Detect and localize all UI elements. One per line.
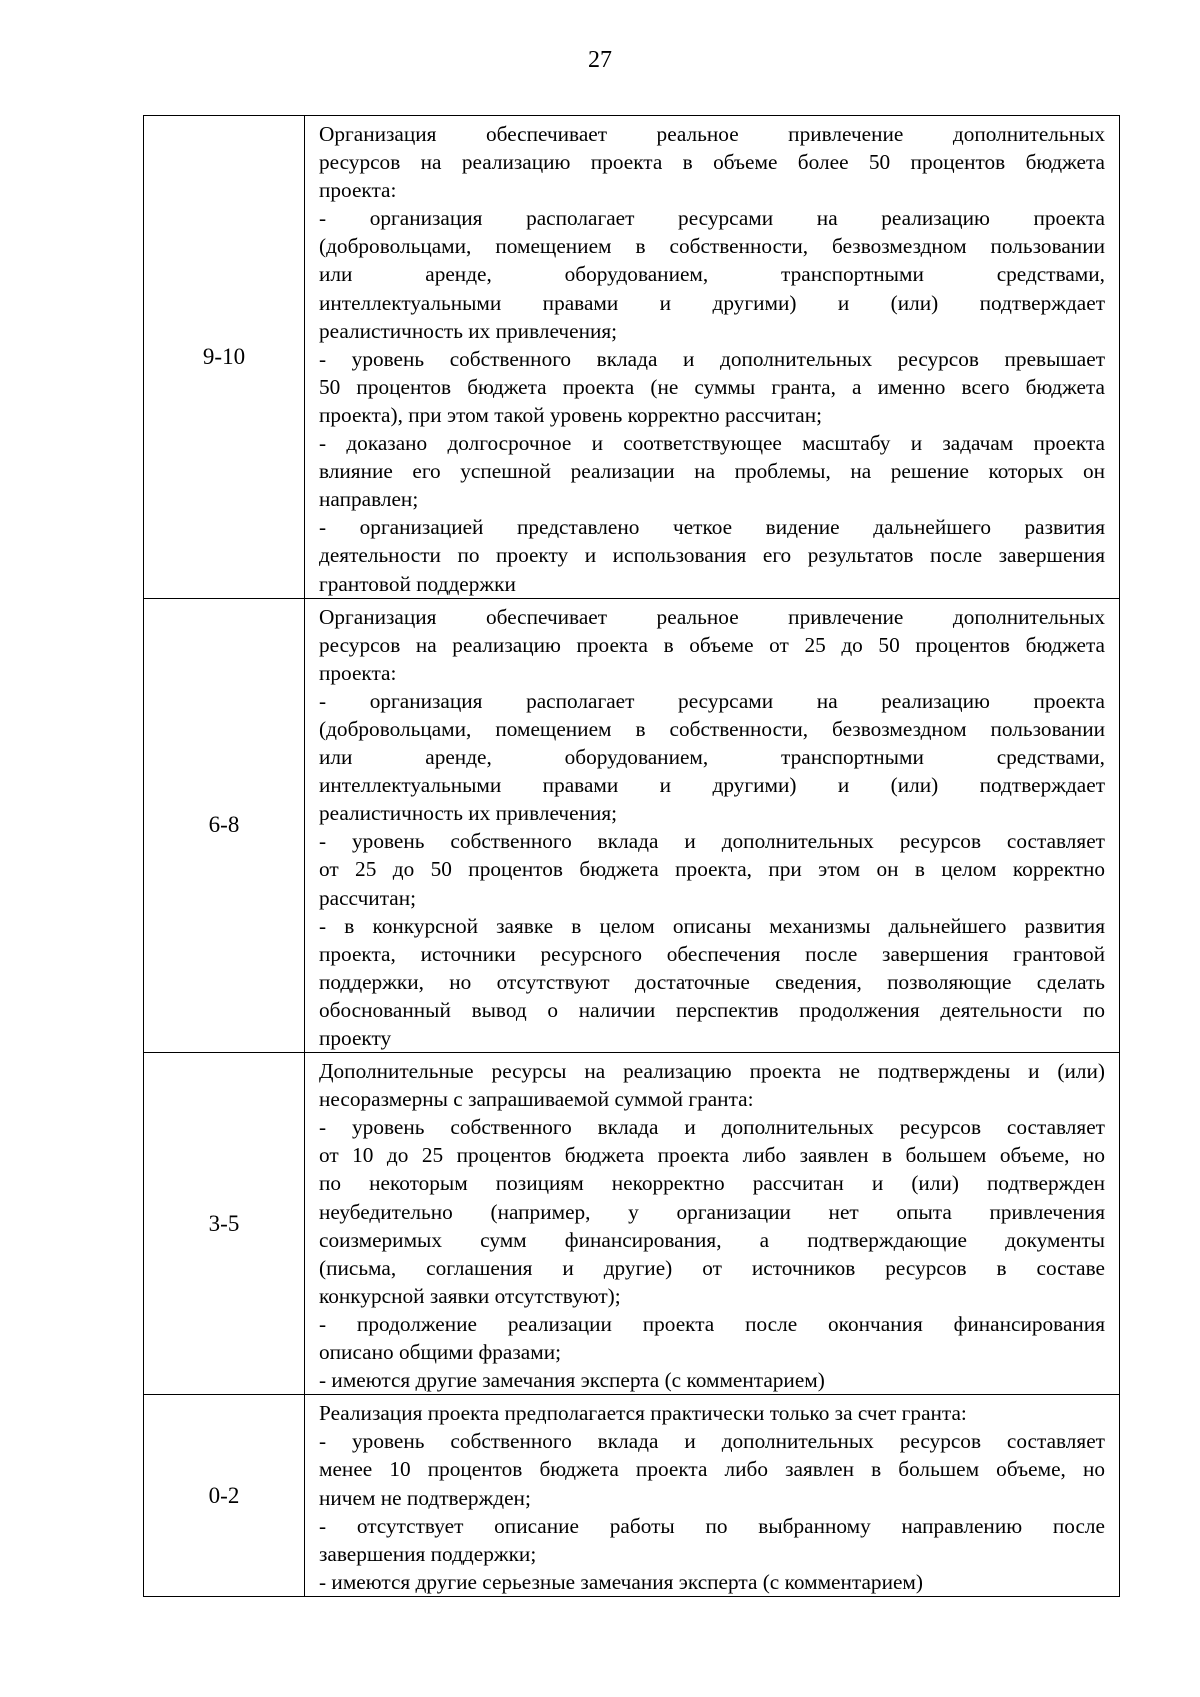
description-line: - организацией представлено четкое видение дальнейшего развития — [319, 515, 1105, 540]
description-line: соизмеримых сумм финансирования, а подтверждающие документы — [319, 1227, 1105, 1252]
description-line: или аренде, оборудованием, транспортными средствами, — [319, 745, 1105, 770]
description-line: Организация обеспечивает реальное привлечение дополнительных — [319, 122, 1105, 146]
description-line: - отсутствует описание работы по выбранному направлению после — [319, 1513, 1105, 1538]
description-line: по некоторым позициям некорректно рассчитан и (или) подтвержден — [319, 1171, 1105, 1196]
description-line: - уровень собственного вклада и дополнительных ресурсов составляет — [319, 829, 1105, 854]
description-line: реалистичность их привлечения; — [319, 801, 618, 826]
description-line: Реализация проекта предполагается практически только за счет гранта: — [319, 1401, 967, 1426]
criteria-table — [143, 115, 1120, 1597]
description-line: поддержки, но отсутствуют достаточные сведения, позволяющие сделать — [319, 969, 1105, 994]
score-cell: 6-8 — [144, 598, 305, 1053]
criteria-row — [144, 116, 1120, 599]
criteria-table-body — [144, 116, 1120, 1597]
description-line: Дополнительные ресурсы на реализацию проекта не подтверждены и (или) — [319, 1059, 1105, 1084]
description-cell — [305, 598, 1120, 1053]
description-line: или аренде, оборудованием, транспортными средствами, — [319, 262, 1105, 287]
description-line: - уровень собственного вклада и дополнительных ресурсов составляет — [319, 1115, 1105, 1140]
description-line: - доказано долгосрочное и соответствующее масштабу и задачам проекта — [319, 431, 1105, 456]
description-line: реалистичность их привлечения; — [319, 318, 618, 343]
description-cell — [305, 1053, 1120, 1395]
description-line: 50 процентов бюджета проекта (не суммы гранта, а именно всего бюджета — [319, 374, 1105, 399]
description-line: конкурсной заявки отсутствуют); — [319, 1283, 621, 1308]
criteria-row — [144, 1053, 1120, 1395]
description-line: влияние его успешной реализации на проблемы, на решение которых он — [319, 459, 1105, 484]
description-line: рассчитан; — [319, 885, 417, 910]
description-line: интеллектуальными правами и другими) и (или) подтверждает — [319, 290, 1105, 315]
description-line: проекта), при этом такой уровень корректно рассчитан; — [319, 402, 823, 427]
description-cell — [305, 1395, 1120, 1597]
description-line: проекту — [319, 1026, 392, 1050]
description-line: - в конкурсной заявке в целом описаны механизмы дальнейшего развития — [319, 913, 1105, 938]
description-line: проекта: — [319, 660, 397, 685]
description-line: менее 10 процентов бюджета проекта либо заявлен в большем объеме, но — [319, 1457, 1105, 1482]
description-line: - имеются другие серьезные замечания эксперта (с комментарием) — [319, 1569, 923, 1594]
description-line: - организация располагает ресурсами на реализацию проекта — [319, 688, 1105, 713]
description-line: несоразмерны с запрашиваемой суммой гранта: — [319, 1087, 754, 1112]
description-line: неубедительно (например, у организации нет опыта привлечения — [319, 1199, 1105, 1224]
description-line: (добровольцами, помещением в собственности, безвозмездном пользовании — [319, 234, 1105, 259]
description-line: деятельности по проекту и использования его результатов после завершения — [319, 543, 1105, 568]
criteria-row — [144, 1395, 1120, 1597]
description-line: - организация располагает ресурсами на реализацию проекта — [319, 206, 1105, 231]
description-line: от 25 до 50 процентов бюджета проекта, при этом он в целом корректно — [319, 857, 1105, 882]
description-line: (письма, соглашения и другие) от источников ресурсов в составе — [319, 1255, 1105, 1280]
description-line: интеллектуальными правами и другими) и (или) подтверждает — [319, 773, 1105, 798]
description-line: от 10 до 25 процентов бюджета проекта либо заявлен в большем объеме, но — [319, 1143, 1105, 1168]
description-cell — [305, 116, 1120, 599]
page-number: 27 — [588, 47, 612, 73]
description-line: описано общими фразами; — [319, 1340, 562, 1365]
description-line: ресурсов на реализацию проекта в объеме более 50 процентов бюджета — [319, 150, 1105, 175]
description-line: - уровень собственного вклада и дополнительных ресурсов составляет — [319, 1429, 1105, 1454]
description-line: (добровольцами, помещением в собственности, безвозмездном пользовании — [319, 716, 1105, 741]
score-cell: 9-10 — [144, 116, 305, 599]
description-line: ресурсов на реализацию проекта в объеме от 25 до 50 процентов бюджета — [319, 632, 1105, 657]
description-line: проекта, источники ресурсного обеспечения после завершения грантовой — [319, 941, 1105, 966]
description-line: направлен; — [319, 487, 419, 512]
description-line: грантовой поддержки — [319, 571, 516, 596]
score-cell: 3-5 — [144, 1053, 305, 1395]
description-line: - продолжение реализации проекта после окончания финансирования — [319, 1311, 1105, 1336]
description-line: Организация обеспечивает реальное привлечение дополнительных — [319, 604, 1105, 629]
description-line: - имеются другие замечания эксперта (с комментарием) — [319, 1368, 825, 1393]
description-line: обоснованный вывод о наличии перспектив продолжения деятельности по — [319, 997, 1105, 1022]
description-line: проекта: — [319, 178, 397, 203]
score-cell: 0-2 — [144, 1395, 305, 1597]
description-line: ничем не подтвержден; — [319, 1485, 531, 1510]
description-line: завершения поддержки; — [319, 1541, 537, 1566]
criteria-row — [144, 598, 1120, 1053]
description-line: - уровень собственного вклада и дополнительных ресурсов превышает — [319, 346, 1105, 371]
